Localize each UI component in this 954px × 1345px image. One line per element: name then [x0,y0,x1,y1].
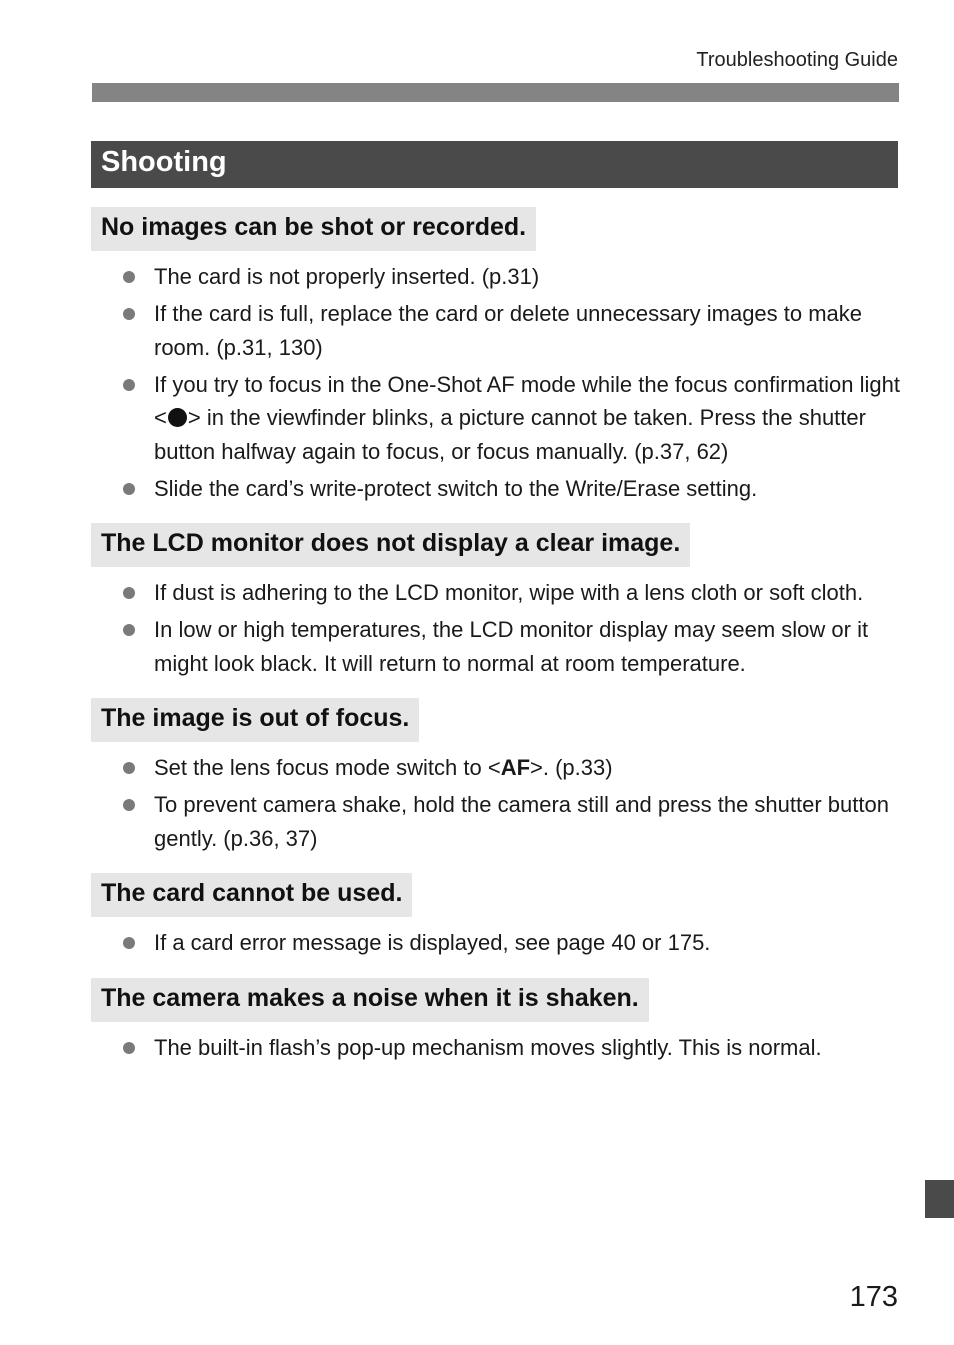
solution-list [91,751,901,855]
solution-text-end: > in the viewfinder blinks, a picture cannot be taken. Press the shutter button halfway again to focus, or focus manually. (p.37, 62) [154,405,866,464]
solution-item [91,576,901,610]
solution-list [91,260,901,505]
page-number: 173 [849,1281,898,1313]
solution-text-start: Set the lens focus mode switch to < [154,755,501,780]
bullet-icon [123,1042,135,1054]
solution-text: To prevent camera shake, hold the camera still and press the shutter button gently. (p.36, 37) [154,792,889,851]
bullet-icon [123,587,135,599]
problem-noise-when-shaken [91,978,901,1065]
section-title-bar [91,141,898,188]
troubleshooting-content [91,207,901,1082]
problem-heading: The card cannot be used. [91,873,412,917]
problem-no-images [91,207,901,505]
section-title: Shooting [101,146,227,178]
header-rule [92,83,899,102]
solution-list [91,926,901,960]
solution-text: The card is not properly inserted. (p.31) [154,264,540,289]
solution-list [91,576,901,680]
solution-list [91,1031,901,1065]
bullet-icon [123,271,135,283]
bullet-icon [123,624,135,636]
solution-item [91,926,901,960]
solution-item [91,472,901,506]
bullet-icon [123,762,135,774]
chapter-tab-marker [925,1180,954,1218]
solution-item [91,751,901,785]
solution-text: If the card is full, replace the card or delete unnecessary images to make room. (p.31, 130) [154,301,863,360]
problem-out-of-focus [91,698,901,855]
solution-text: If dust is adhering to the LCD monitor, wipe with a lens cloth or soft cloth. [154,580,864,605]
solution-item [91,1031,901,1065]
problem-heading: The LCD monitor does not display a clear image. [91,523,690,567]
problem-lcd-unclear [91,523,901,680]
focus-confirmation-dot-icon [168,408,187,427]
solution-text-start: If you try to focus in the One-Shot AF mode while the focus confirmation light < [154,371,900,430]
bullet-icon [123,379,135,391]
solution-text: The built-in flash’s pop-up mechanism moves slightly. This is normal. [154,1034,822,1060]
running-head: Troubleshooting Guide [696,49,898,71]
solution-item [91,297,901,364]
bullet-icon [123,483,135,495]
problem-heading: The image is out of focus. [91,698,419,742]
solution-item [91,613,901,680]
af-mode-label: AF [500,755,531,780]
solution-text: In low or high temperatures, the LCD monitor display may seem slow or it might look black. It will return to normal at room temperature. [154,617,869,676]
solution-text: If a card error message is displayed, see page 40 or 175. [154,930,711,955]
solution-item [91,788,901,855]
solution-text: Slide the card’s write-protect switch to the Write/Erase setting. [154,475,758,501]
solution-text-end: >. (p.33) [530,755,613,780]
bullet-icon [123,799,135,811]
problem-card-unusable [91,873,901,960]
solution-item [91,260,901,294]
solution-item [91,368,901,469]
problem-heading: No images can be shot or recorded. [91,207,536,251]
problem-heading: The camera makes a noise when it is shaken. [91,978,649,1022]
bullet-icon [123,937,135,949]
bullet-icon [123,308,135,320]
